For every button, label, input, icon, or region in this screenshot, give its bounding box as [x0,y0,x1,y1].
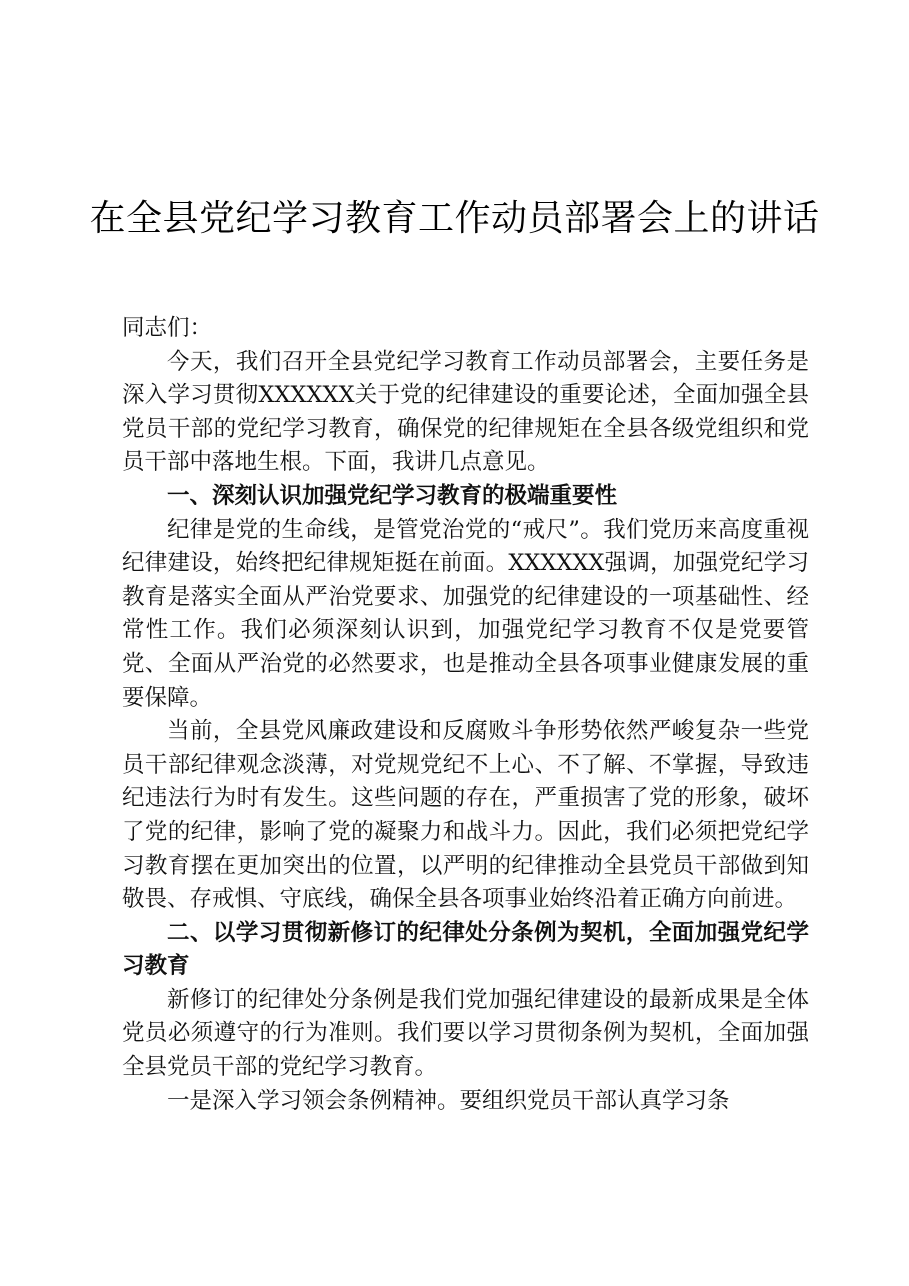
document-title: 在全县党纪学习教育工作动员部署会上的讲话 [89,198,820,239]
document-body [122,312,809,1118]
paragraph-current-situation: 当前，全县党风廉政建设和反腐败斗争形势依然严峻复杂一些党员干部纪律观念淡薄，对党规党纪不上心、不了解、不掌握，导致违纪违法行为时有发生。这些问题的存在，严重损害了党的形象，破坏了党的纪律，影响了党的凝聚力和战斗力。因此，我们必须把党纪学习教育摆在更加突出的位置，以严明的纪律推动全县党员干部做到知敬畏、存戒惧、守底线，确保全县各项事业始终沿着正确方向前进。 [122,718,809,913]
paragraph-new-regulations: 新修订的纪律处分条例是我们党加强纪律建设的最新成果是全体党员必须遵守的行为准则。我们要以学习贯彻条例为契机，全面加强全县党员干部的党纪学习教育。 [122,986,809,1081]
paragraph-intro: 今天，我们召开全县党纪学习教育工作动员部署会，主要任务是深入学习贯彻XXXXXX关于党的纪律建设的重要论述，全面加强全县党员干部的党纪学习教育，确保党的纪律规矩在全县各级党组织和党员干部中落地生根。下面，我讲几点意见。 [122,348,809,476]
paragraph-point-one: 一是深入学习领会条例精神。要组织党员干部认真学习条 [167,1087,730,1114]
section-heading-2: 二、以学习贯彻新修订的纪律处分条例为契机，全面加强党纪学习教育 [122,919,809,980]
paragraph-discipline-lifeline: 纪律是党的生命线，是管党治党的“戒尺”。我们党历来高度重视纪律建设，始终把纪律规矩挺在前面。XXXXXX强调，加强党纪学习教育是落实全面从严治党要求、加强党的纪律建设的一项基础性、经常性工作。我们必须深刻认识到，加强党纪学习教育不仅是党要管党、全面从严治党的必然要求，也是推动全县各项事业健康发展的重要保障。 [122,516,809,711]
section-heading-1: 一、深刻认识加强党纪学习教育的极端重要性 [167,482,618,509]
salutation: 同志们： [122,315,213,341]
